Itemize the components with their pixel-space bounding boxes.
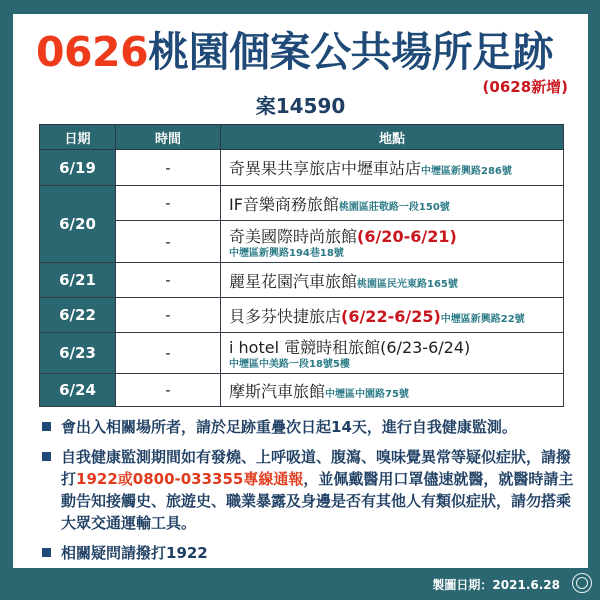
place-address: 中壢區新興路194巷18號	[229, 247, 344, 259]
location-cell	[221, 374, 564, 407]
table-row	[40, 150, 564, 186]
location-cell	[221, 263, 564, 298]
hotline-highlight: 1922或0800-033355專線通報	[76, 470, 304, 488]
location-cell	[221, 298, 564, 333]
place-dates: (6/20-6/21)	[357, 226, 457, 246]
time-cell: -	[116, 221, 221, 263]
place-name: 摩斯汽車旅館	[229, 381, 326, 401]
date-cell: 6/19	[40, 150, 116, 186]
date-cell: 6/24	[40, 374, 116, 407]
date-cell: 6/20	[40, 186, 116, 263]
column-header-time: 時間	[116, 125, 221, 150]
note-text-pre: 自我健康監測期間如有發燒、上呼吸道、腹瀉、嗅味覺異常等疑似症狀，請撥打	[61, 448, 572, 488]
place-name: 貝多芬快捷旅店	[229, 306, 342, 326]
page-title	[36, 24, 576, 80]
table-row	[40, 298, 564, 333]
title-text: 桃園個案公共場所足跡	[148, 28, 554, 76]
production-date: 製圖日期：2021.6.28	[432, 578, 560, 592]
place-name: IF音樂商務旅館	[229, 194, 339, 214]
time-cell: -	[116, 374, 221, 407]
note-inquiries	[39, 542, 579, 564]
time-cell: -	[116, 263, 221, 298]
place-address: 中壢區新興路286號	[421, 166, 512, 177]
column-header-date: 日期	[40, 125, 116, 150]
table-row	[40, 374, 564, 407]
square-bullet-icon	[42, 452, 51, 461]
place-name: 奇美國際時尚旅館	[229, 226, 358, 246]
note-text: 會出入相關場所者，請於足跡重疊次日起14天，進行自我健康監測。	[61, 418, 517, 436]
date-cell: 6/23	[40, 333, 116, 374]
table-row	[40, 186, 564, 221]
taoyuan-city-seal-icon	[572, 573, 592, 593]
location-cell	[221, 221, 564, 263]
place-name: 奇異果共享旅店中壢車站店	[229, 159, 422, 178]
square-bullet-icon	[42, 548, 51, 557]
place-address: 桃園區莊敬路一段150號	[338, 201, 450, 213]
time-cell: -	[116, 186, 221, 221]
location-cell	[221, 333, 564, 374]
title-date: 0626	[36, 28, 149, 76]
table-header-row	[40, 125, 564, 150]
time-cell: -	[116, 298, 221, 333]
column-header-location: 地點	[221, 125, 564, 150]
place-dates: (6/23-6/24)	[380, 338, 471, 357]
place-address: 中壢區中美路一段18號5樓	[229, 359, 350, 370]
time-cell: -	[116, 333, 221, 374]
update-tag: (0628新增)	[482, 78, 568, 96]
date-cell: 6/21	[40, 263, 116, 298]
notes-section	[39, 416, 579, 572]
place-dates: (6/22-6/25)	[341, 306, 441, 326]
date-cell: 6/22	[40, 298, 116, 333]
square-bullet-icon	[42, 422, 51, 431]
table-row	[40, 333, 564, 374]
poster-panel	[13, 14, 588, 568]
note-text: 相關疑問請撥打1922	[61, 544, 208, 562]
place-address: 中壢區新興路22號	[440, 313, 525, 325]
place-name: i hotel 電競時租旅館	[229, 338, 381, 357]
table-row	[40, 263, 564, 298]
case-number: 案14590	[255, 94, 346, 118]
note-symptoms	[39, 446, 579, 534]
location-cell	[221, 186, 564, 221]
location-cell	[221, 150, 564, 186]
place-name: 麗星花園汽車旅館	[229, 271, 358, 291]
note-self-monitoring	[39, 416, 579, 438]
place-address: 桃園區民光東路165號	[357, 278, 458, 290]
footprint-table	[39, 124, 564, 407]
place-address: 中壢區中園路75號	[325, 388, 409, 400]
table-row	[40, 221, 564, 263]
time-cell: -	[116, 150, 221, 186]
note-text-post: ，並佩戴醫用口罩儘速就醫，就醫時請主動告知接觸史、旅遊史、職業暴露及身邊是否有其他人有類似症狀，請勿搭乘大眾交通運輸工具。	[61, 470, 574, 532]
